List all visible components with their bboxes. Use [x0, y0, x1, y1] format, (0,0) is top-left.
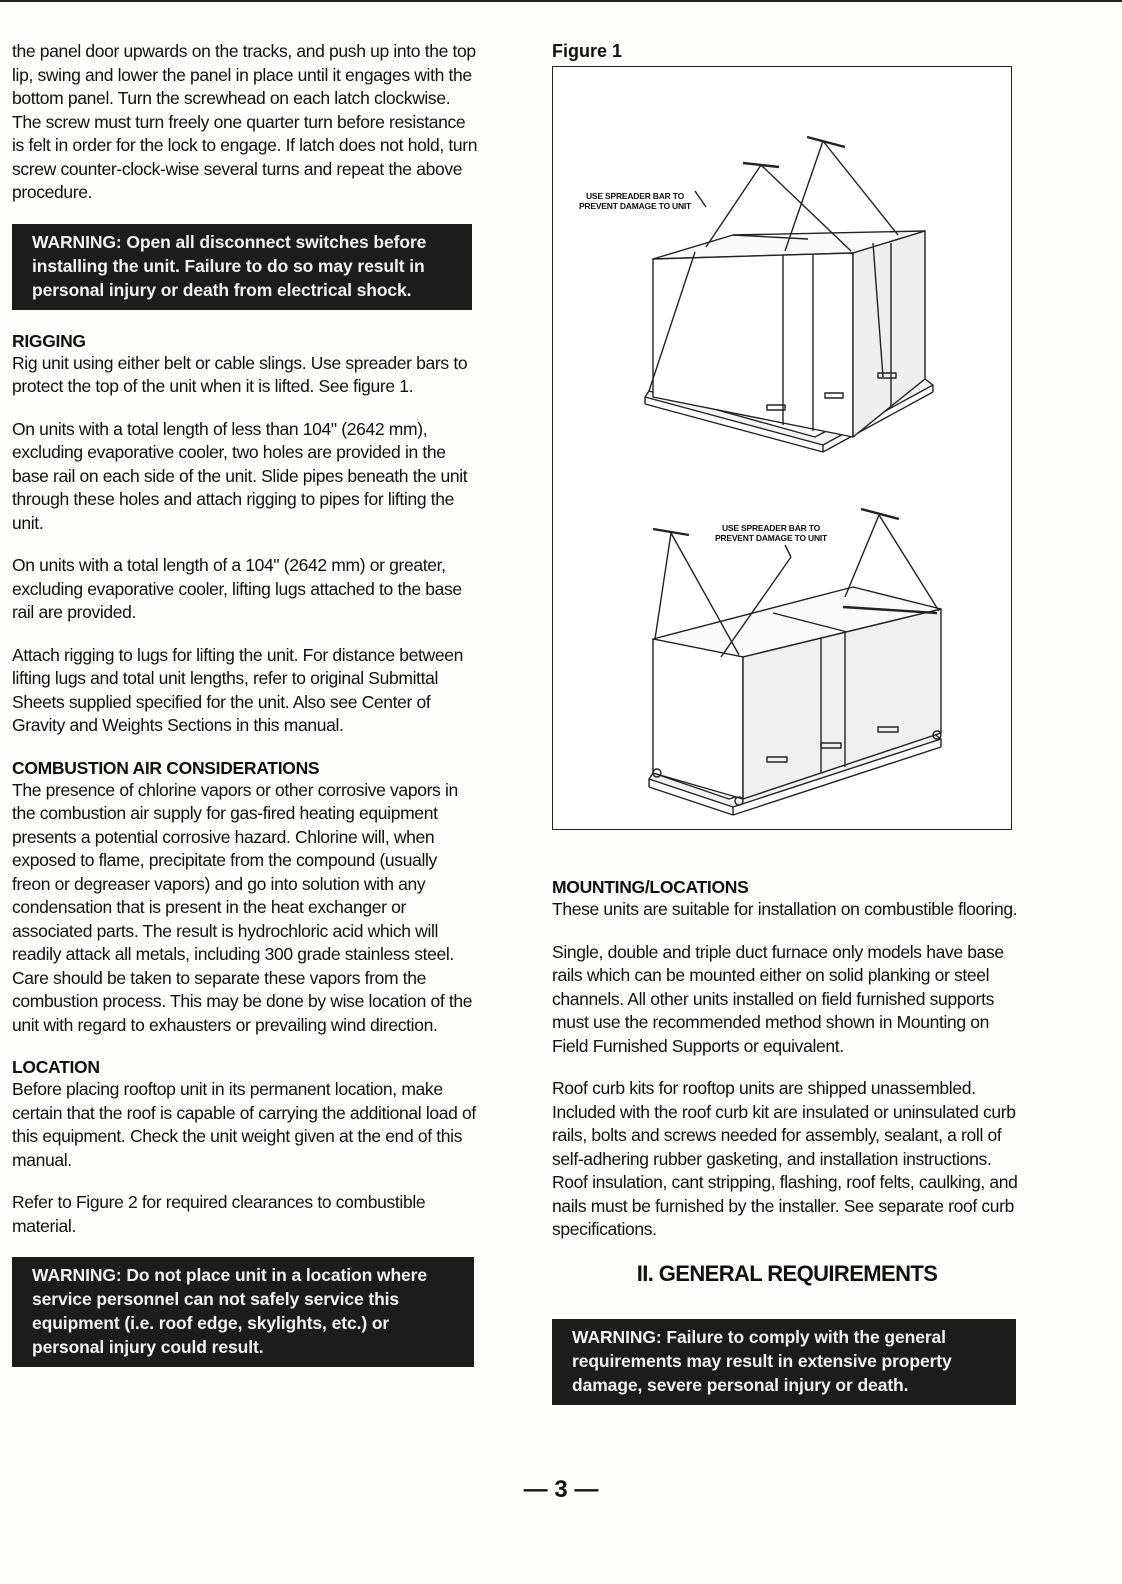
figure-callout-bottom: USE SPREADER BAR TO PREVENT DAMAGE TO UNIT [714, 523, 828, 543]
rigging-paragraph-4: Attach rigging to lugs for lifting the unit. For distance between lifting lugs and total unit lengths, refer to original Submittal Sheets supplied specified for the unit. Also see Center of Gravity and Weights Sections in this manual. [12, 644, 463, 735]
rigging-paragraph-1: Rig unit using either belt or cable slings. Use spreader bars to protect the top of the unit when it is lifted. See figure 1. [12, 352, 468, 396]
warning-electrical: WARNING: Open all disconnect switches before installing the unit. Failure to do so may result in personal injury or death from electrical shock. [12, 224, 472, 310]
page-number: — 3 — [523, 1476, 599, 1503]
combustion-heading: COMBUSTION AIR CONSIDERATIONS [12, 757, 320, 778]
top-rule [0, 0, 1122, 2]
rigging-heading: RIGGING [12, 330, 86, 351]
location-paragraph-1: Before placing rooftop unit in its permanent location, make certain that the roof is capable of carrying the additional load of this equipment. Check the unit weight given at the end of this manual. [12, 1079, 476, 1170]
rigging-illustration [553, 67, 1011, 829]
mounting-heading: MOUNTING/LOCATIONS [552, 877, 749, 897]
mounting-paragraph-2: Single, double and triple duct furnace only models have base rails which can be mounted either on solid planking or steel channels. All other units installed on field furnished supports must use the recommended method shown in Mounting on Field Furnished Supports or equivalent. [552, 941, 1004, 1056]
mounting-paragraph-1: These units are suitable for installation on combustible flooring. [552, 899, 1018, 919]
location-paragraph-2: Refer to Figure 2 for required clearances to combustible material. [12, 1192, 426, 1236]
warning-general: WARNING: Failure to comply with the general requirements may result in extensive property damage, severe personal injury or death. [552, 1319, 1016, 1405]
general-requirements-title: II. GENERAL REQUIREMENTS [636, 1260, 938, 1286]
rigging-paragraph-2: On units with a total length of less than 104" (2642 mm), excluding evaporative cooler, two holes are provided in the base rail on each side of the unit. Slide pipes beneath the unit through these holes and attach rigging to pipes for lifting the unit. [12, 418, 468, 533]
right-column [552, 40, 1022, 1405]
location-heading: LOCATION [12, 1057, 100, 1077]
left-column [12, 40, 478, 1367]
combustion-paragraph: The presence of chlorine vapors or other corrosive vapors in the combustion air supply for gas-fired heating equipment presents a potential corrosive hazard. Chlorine will, when exposed to flame, precipitate from the compound (usually freon or degreaser vapors) and go into solution with any condensation that is present in the heat exchanger or associated parts. The result is hydrochloric acid which will readily attack all metals, including 300 grade stainless steel. Care should be taken to separate these vapors from the combustion process. This may be done by wise location of the unit with regard to exhausters or prevailing wind direction. [12, 779, 473, 1035]
figure-callout-top: USE SPREADER BAR TO PREVENT DAMAGE TO UNIT [578, 191, 692, 211]
unit-bottom-drawing [649, 509, 941, 815]
warning-location: WARNING: Do not place unit in a location where service personnel can not safely service this equipment (i.e. roof edge, skylights, etc.) or personal injury could result. [12, 1257, 474, 1367]
intro-paragraph: the panel door upwards on the tracks, and push up into the top lip, swing and lower the panel in place until it engages with the bottom panel. Turn the screwhead on each latch clockwise. The screw must turn freely one quarter turn before resistance is felt in order for the lock to engage. If latch does not hold, turn screw counter-clock-wise several turns and repeat the above procedure. [12, 41, 478, 202]
figure-label: Figure 1 [552, 41, 623, 61]
rigging-paragraph-3: On units with a total length of a 104" (2642 mm) or greater, excluding evaporative cooler, lifting lugs attached to the base rail are provided. [12, 555, 462, 622]
figure-1 [552, 66, 1012, 830]
unit-top-drawing [645, 137, 933, 452]
mounting-paragraph-3: Roof curb kits for rooftop units are shipped unassembled. Included with the roof curb kit are insulated or uninsulated curb rails, bolts and screws needed for assembly, sealant, a roll of self-adhering rubber gasketing, and installation instructions. Roof insulation, cant stripping, flashing, roof felts, caulking, and nails must be furnished by the installer. See separate roof curb specifications. [552, 1078, 1018, 1239]
